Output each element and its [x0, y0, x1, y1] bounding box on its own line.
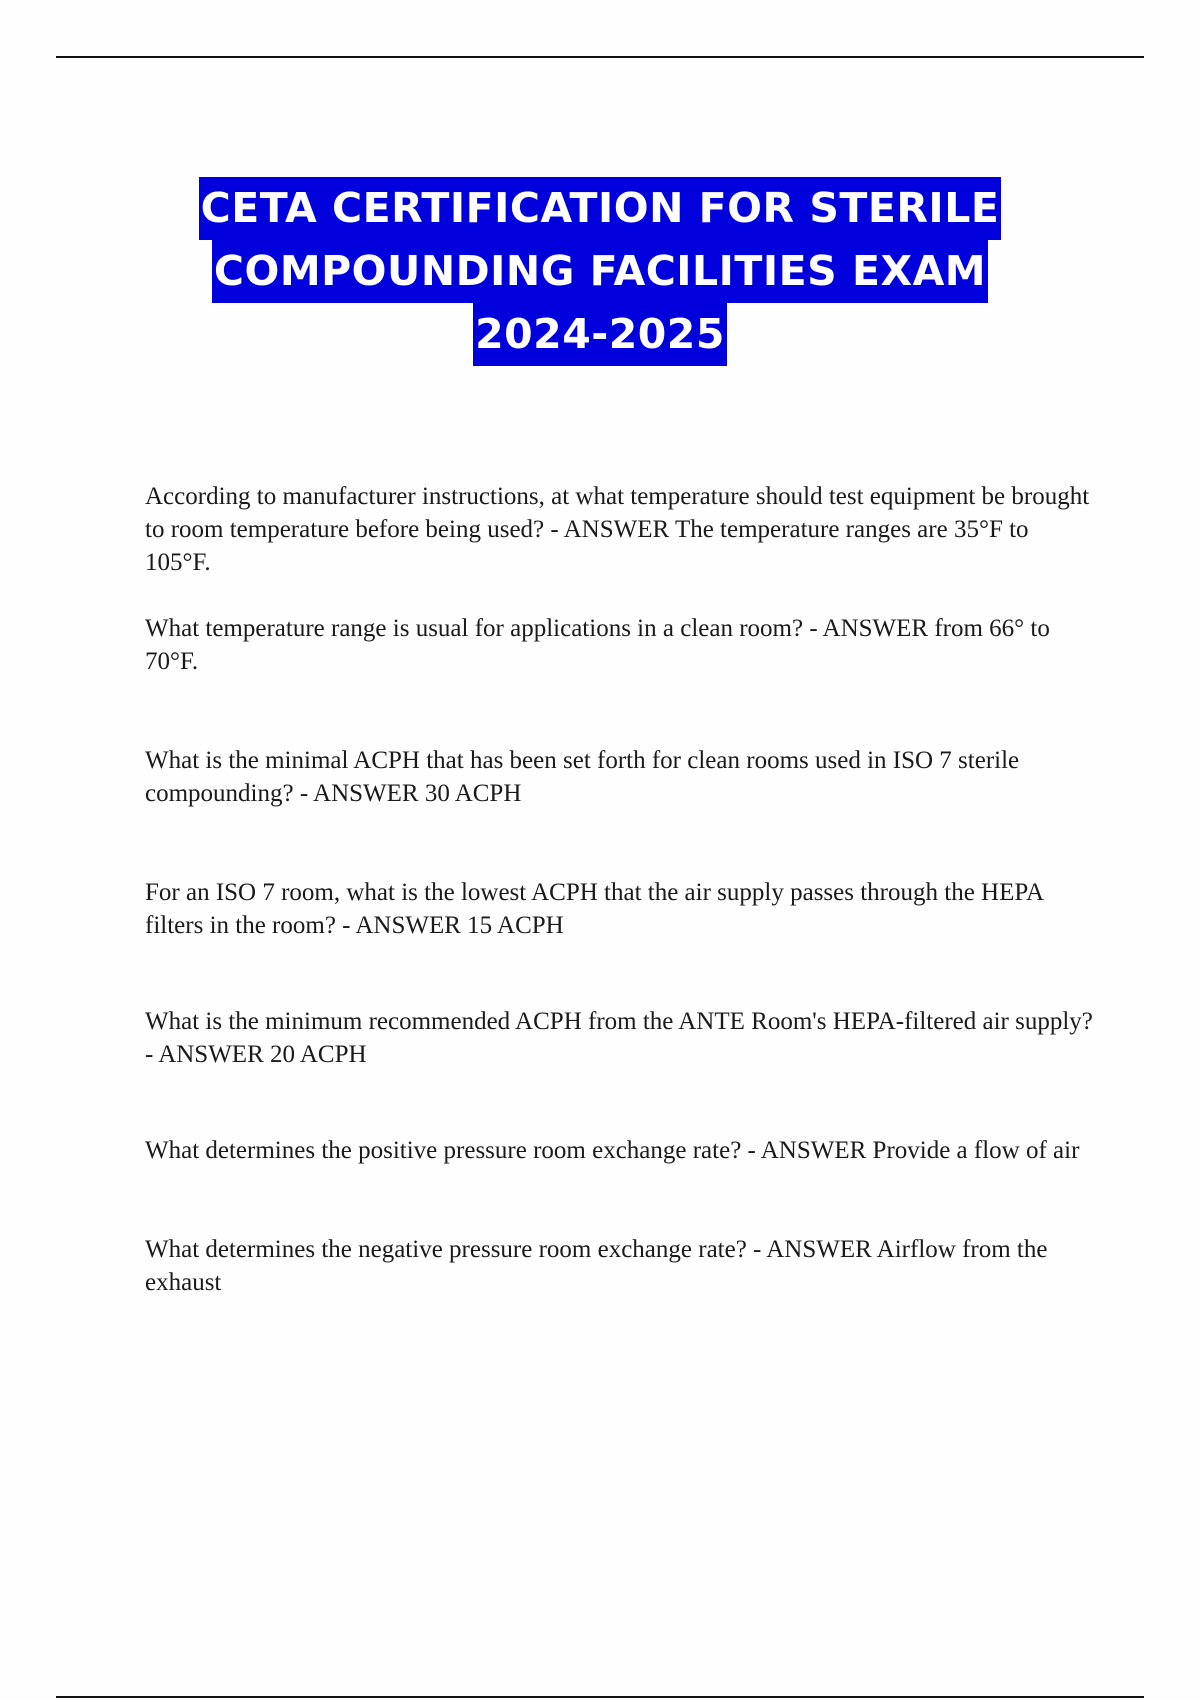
- bottom-rule: [56, 1696, 1144, 1698]
- document-title: [0, 177, 1200, 366]
- title-line-1: CETA CERTIFICATION FOR STERILE: [199, 177, 1002, 240]
- title-line-2: COMPOUNDING FACILITIES EXAM: [212, 240, 988, 303]
- top-rule: [56, 56, 1144, 58]
- qa-list: [145, 480, 1095, 1299]
- qa-item-3: What is the minimal ACPH that has been set forth for clean rooms used in ISO 7 sterile compounding? - ANSWER 30 ACPH: [145, 747, 1020, 807]
- qa-item-1: According to manufacturer instructions, at what temperature should test equipment be brought to room temperature before being used? - ANSWER The temperature ranges are 35°F to 105°F.: [145, 483, 1090, 576]
- title-line-3: 2024-2025: [473, 303, 727, 366]
- qa-item-2: What temperature range is usual for applications in a clean room? - ANSWER from 66° to 70°F.: [145, 615, 1050, 675]
- qa-item-4: For an ISO 7 room, what is the lowest ACPH that the air supply passes through the HEPA filters in the room? - ANSWER 15 ACPH: [145, 879, 1043, 939]
- qa-item-6: What determines the positive pressure room exchange rate? - ANSWER Provide a flow of air: [145, 1137, 1080, 1164]
- qa-item-7: What determines the negative pressure room exchange rate? - ANSWER Airflow from the exhaust: [145, 1236, 1048, 1296]
- qa-item-5: What is the minimum recommended ACPH from the ANTE Room's HEPA-filtered air supply? - ANSWER 20 ACPH: [145, 1008, 1093, 1068]
